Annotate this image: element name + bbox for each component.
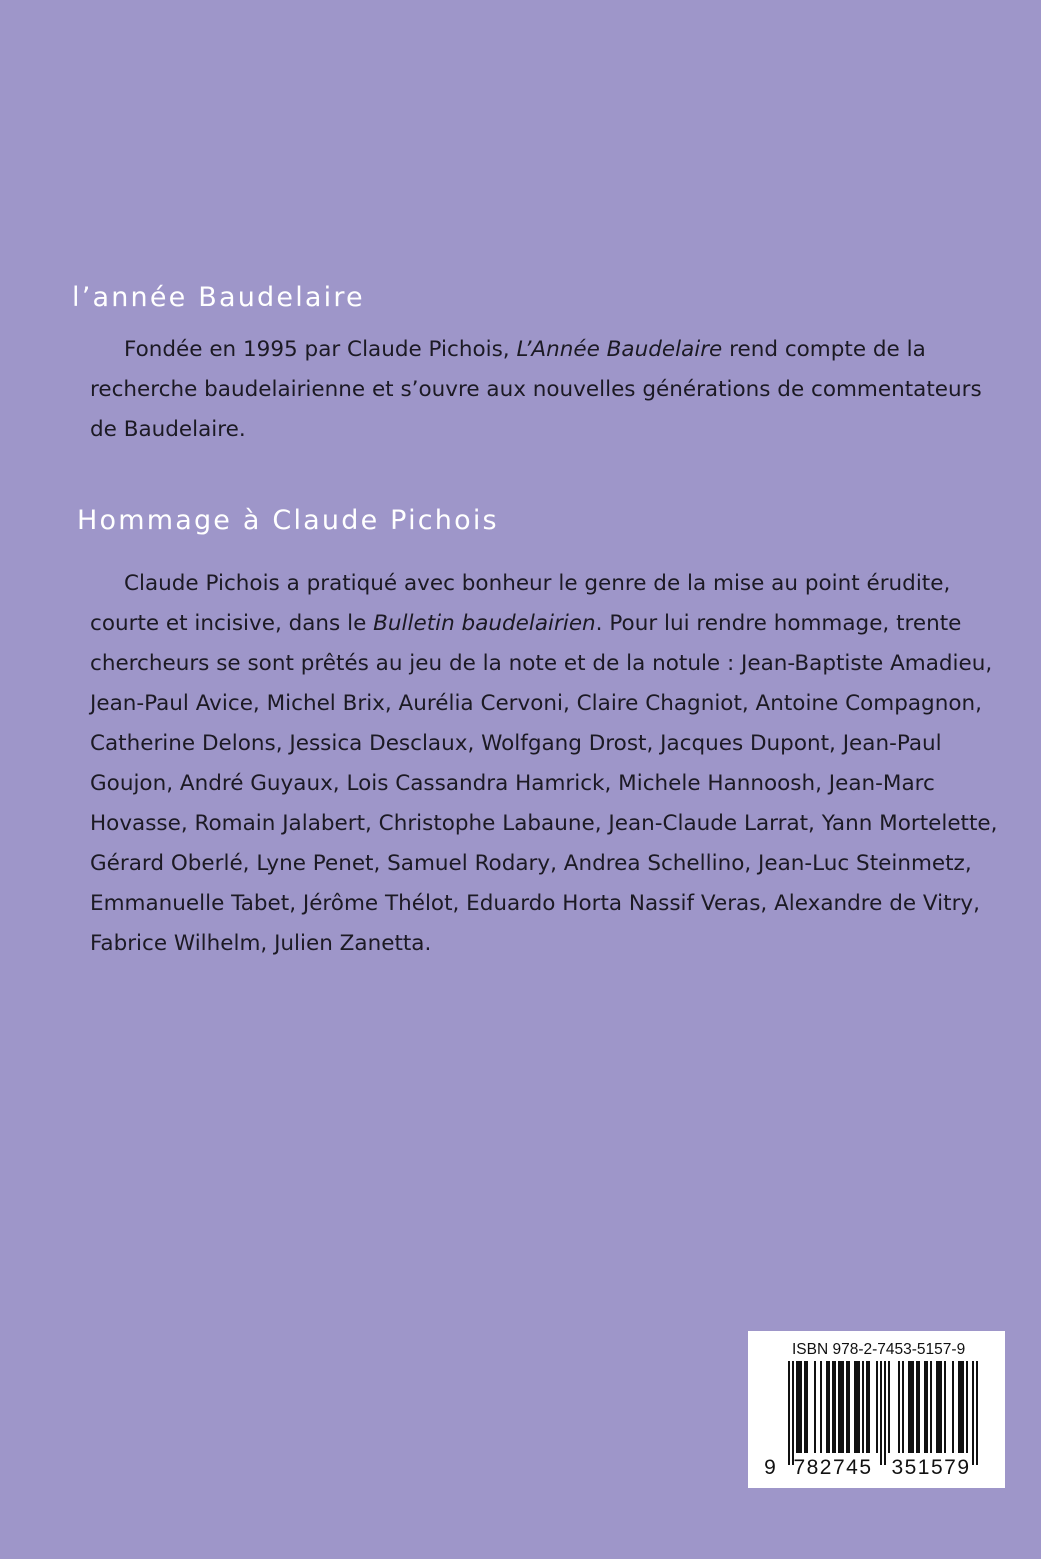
section-paragraph-hommage — [90, 564, 1030, 964]
paragraph-line: de Baudelaire. — [90, 417, 246, 442]
paragraph-line: Jean-Paul Avice, Michel Brix, Aurélia Cervoni, Claire Chagniot, Antoine Compagnon, — [90, 691, 982, 716]
text-run: . Pour lui rendre hommage, trente — [595, 611, 962, 636]
paragraph-line: Fabrice Wilhelm, Julien Zanetta. — [90, 931, 432, 956]
bulletin-title-italic: Bulletin baudelairien — [373, 611, 596, 636]
section-heading-hommage: Hommage à Claude Pichois — [77, 505, 499, 536]
paragraph-line: Goujon, André Guyaux, Lois Cassandra Hamrick, Michele Hannoosh, Jean-Marc — [90, 771, 935, 796]
text-run: Fondée en 1995 par Claude Pichois, — [124, 337, 517, 362]
paragraph-line: recherche baudelairienne et s’ouvre aux nouvelles générations de commentateurs — [90, 377, 982, 402]
ean-digits — [748, 1331, 1005, 1488]
paragraph-line: Hovasse, Romain Jalabert, Christophe Labaune, Jean-Claude Larrat, Yann Mortelette, — [90, 811, 998, 836]
isbn-label: ISBN 978-2-7453-5157-9 — [792, 1341, 966, 1358]
paragraph-line: chercheurs se sont prêtés au jeu de la note et de la notule : Jean-Baptiste Amadieu, — [90, 651, 993, 676]
text-run: courte et incisive, dans le — [90, 611, 374, 636]
paragraph-line — [90, 330, 1030, 370]
journal-title-italic: L’Année Baudelaire — [516, 337, 723, 362]
paragraph-line — [90, 604, 1030, 644]
paragraph-line: Emmanuelle Tabet, Jérôme Thélot, Eduardo Horta Nassif Veras, Alexandre de Vitry, — [90, 891, 980, 916]
isbn-barcode — [748, 1331, 1005, 1488]
section-heading-annee-baudelaire: l’année Baudelaire — [72, 282, 365, 313]
text-run: rend compte de la — [722, 337, 926, 362]
ean-right-digits: 351579 — [891, 1456, 971, 1479]
paragraph-line: Gérard Oberlé, Lyne Penet, Samuel Rodary, Andrea Schellino, Jean-Luc Steinmetz, — [90, 851, 972, 876]
ean-left-digits: 782745 — [793, 1456, 873, 1479]
paragraph-line: Catherine Delons, Jessica Desclaux, Wolfgang Drost, Jacques Dupont, Jean-Paul — [90, 731, 942, 756]
ean-first-digit: 9 — [764, 1456, 776, 1479]
paragraph-line: Claude Pichois a pratiqué avec bonheur le genre de la mise au point érudite, — [124, 571, 951, 596]
section-paragraph-annee-baudelaire — [90, 330, 1030, 450]
